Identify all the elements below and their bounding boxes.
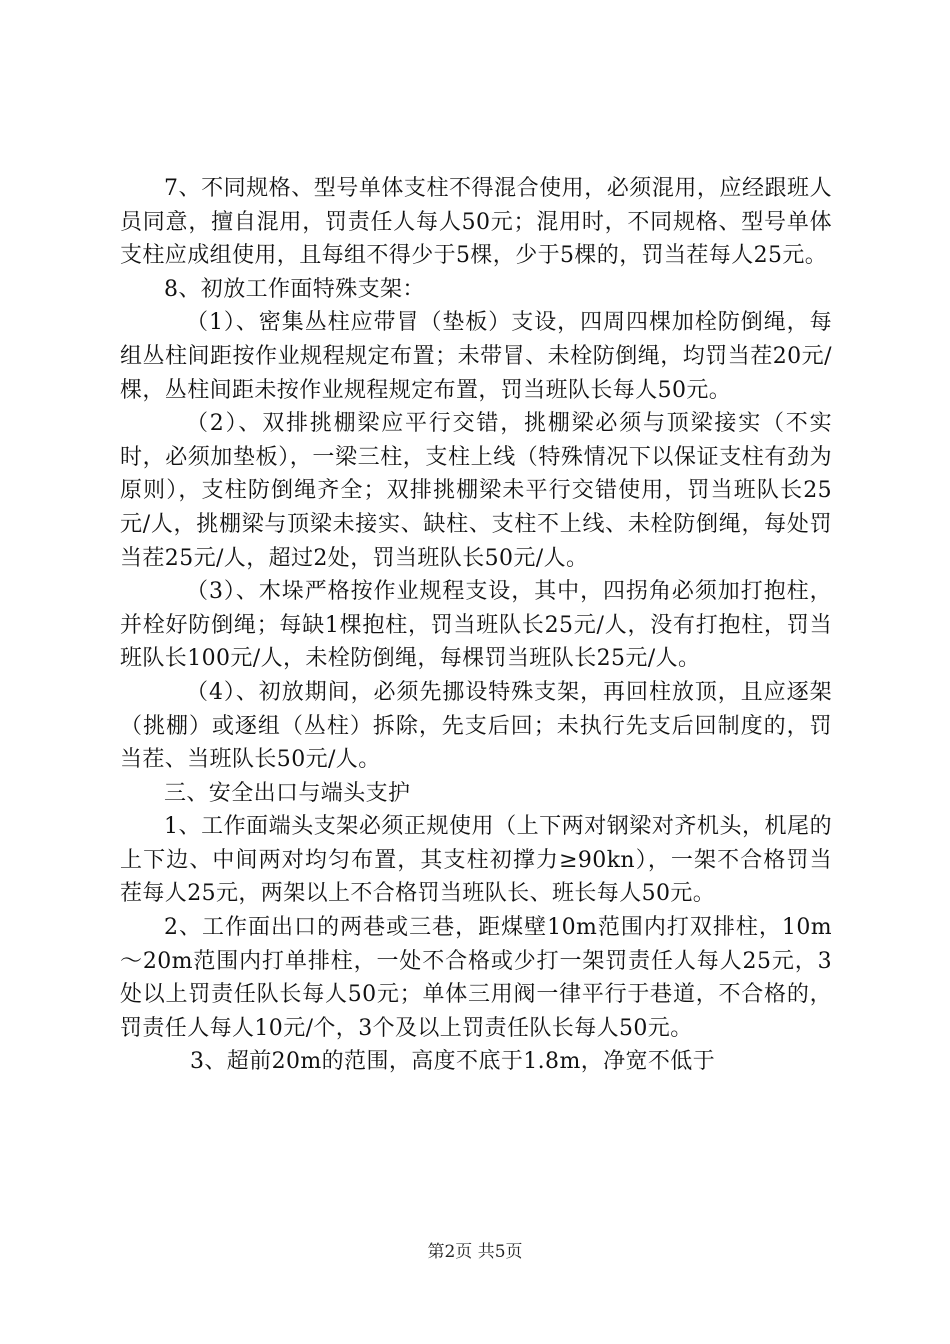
paragraph-section3-item-1: 1、工作面端头支架必须正规使用（上下两对钢梁对齐机头，机尾的上下边、中间两对均匀布置，其支柱初撑力≥90kn），一架不合格罚当茬每人25元，两架以上不合格罚当班队长、班长每人50元。	[120, 814, 832, 907]
paragraph-section3-item-2: 2、工作面出口的两巷或三巷，距煤壁10m范围内打双排柱，10m～20m范围内打单排柱，一处不合格或少打一架罚责任人每人25元，3处以上罚责任队长每人50元；单体三用阀一律平行于巷道，不合格的，罚责任人每人10元/个，3个及以上罚责任队长每人50元。	[120, 915, 832, 1041]
section-heading-3: 三、安全出口与端头支护	[164, 780, 411, 806]
paragraph-section3-item-3: 3、超前20m的范围，高度不底于1.8m，净宽不低于	[190, 1049, 716, 1075]
paragraph-item-7: 7、不同规格、型号单体支柱不得混合使用，必须混用，应经跟班人员同意，擅自混用，罚责任人每人50元；混用时，不同规格、型号单体支柱应成组使用，且每组不得少于5棵，少于5棵的，罚当茬每人25元。	[120, 176, 832, 269]
page-footer: 第2页 共5页	[427, 1242, 523, 1262]
paragraph-subitem-2: （2）、双排挑棚梁应平行交错，挑棚梁必须与顶梁接实（不实时，必须加垫板），一梁三柱，支柱上线（特殊情况下以保证支柱有劲为原则），支柱防倒绳齐全；双排挑棚梁未平行交错使用，罚当班队长25元/人，挑棚梁与顶梁未接实、缺柱、支柱不上线、未栓防倒绳，每处罚当茬25元/人，超过2处，罚当班队长50元/人。	[120, 411, 832, 571]
paragraph-subitem-4: （4）、初放期间，必须先挪设特殊支架，再回柱放顶，且应逐架（挑棚）或逐组（丛柱）拆除，先支后回；未执行先支后回制度的，罚当茬、当班队长50元/人。	[120, 679, 832, 773]
document-body	[120, 172, 832, 1079]
paragraph-item-8: 8、初放工作面特殊支架：	[164, 276, 425, 302]
paragraph-subitem-1: （1）、密集丛柱应带冒（垫板）支设，四周四棵加栓防倒绳，每组丛柱间距按作业规程规定布置；未带冒、未栓防倒绳，均罚当茬20元/棵，丛柱间距未按作业规程规定布置，罚当班队长每人50元。	[120, 310, 832, 403]
paragraph-subitem-3: （3）、木垛严格按作业规程支设，其中，四拐角必须加打抱柱，并栓好防倒绳；每缺1棵抱柱，罚当班队长25元/人，没有打抱柱，罚当班队长100元/人，未栓防倒绳，每棵罚当班队长25元/人。	[120, 579, 832, 672]
